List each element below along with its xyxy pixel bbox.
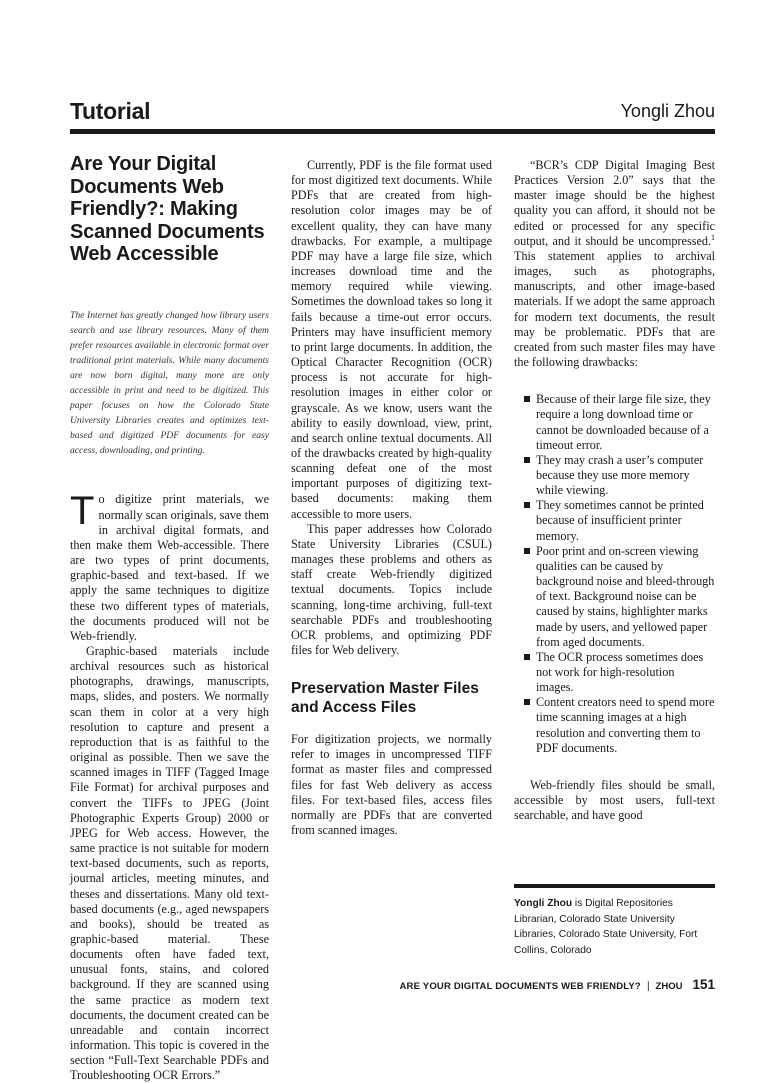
column-2 [291,158,492,838]
column-1 [70,153,269,1084]
paragraph-addresses: This paper addresses how Colorado State University Libraries (CSUL) manages these problems and others as staff create Web-friendly digitized textual documents. Topics include scanning, long-time archiving, full-text searchable PDFs and troubleshooting OCR problems, and optimizing PDF files for Web delivery. [291,521,492,657]
page-footer [70,976,715,994]
list-item [524,498,715,543]
header-rule [70,129,715,134]
paragraph-intro-text: o digitize print materials, we normally scan originals, save them in archival digital formats, and then make them Web-accessible. There are two types of print documents, graphic-based and text-based. If we apply the same techniques to digitize these two different types of materials, the documents produced will not be Web-friendly. [70,492,269,643]
bullet-square-icon [524,699,530,705]
header-author: Yongli Zhou [620,101,715,121]
article-title: Are Your Digital Documents Web Friendly?: Making Scanned Documents Web Accessible [70,153,265,265]
author-bio-box [514,884,715,958]
bullet-square-icon [524,457,530,463]
abstract: The Internet has greatly changed how library users search and use library resources. Many of them prefer resources available in electronic format over traditional print materials. While many documents are now born digital, many more are only accessible in print and need to be digitized. This paper focuses on how the Colorado State University Libraries creates and optimizes text-based and digitized PDF documents for easy access, downloading, and printing. [70,309,269,457]
list-item-text: They may crash a user’s computer because they use more memory while viewing. [536,452,704,498]
page-number: 151 [692,977,715,992]
page-header [70,98,715,128]
footer-author: ZHOU [655,981,683,992]
footer-separator: | [646,981,650,992]
list-item-text: The OCR process sometimes does not work for high-resolution images. [536,649,704,695]
bullet-square-icon [524,654,530,660]
paragraph-graphic-based-text: Graphic-based materials include archival resources such as historical photographs, drawings, manuscripts, maps, slides, and posters. We normally scan them in color at a very high resolution to capture and present a reproduction that is as faithful to the original as possible. Then we save the scanned images in TIFF (Tagged Image File Format) for archival purposes and convert the TIFFs to JPEG (Joint Photographic Experts Group) 2000 or JPEG for Web access. However, the same practice is not suitable for modern text-based documents, such as reports, journal articles, meeting minutes, and theses and dissertations. Many old text-based documents (e.g., aged newspapers and books), should be treated as graphic-based material. These documents often have faded text, unusual fonts, stains, and colored background. If they are scanned using the same practice as modern text documents, the document created can be unreadable and contain incorrect information. This topic is covered in the section “Full-Text Searchable PDFs and Troubleshooting OCR Errors.” [70,644,269,1083]
list-item-text: Poor print and on-screen viewing qualities can be caused by background noise and bleed-through of text. Background noise can be caused by stains, highlighter marks made by users, and yellowed paper from aged documents. [536,543,715,649]
paragraph-bcr [514,158,715,370]
list-item-text: They sometimes cannot be printed because of insufficient printer memory. [536,498,704,543]
author-bio-name: Yongli Zhou [514,898,573,909]
list-item [524,695,715,756]
paragraph-web-friendly: Web-friendly files should be small, accessible by most users, full-text searchable, and have good [514,777,715,823]
section-heading: Preservation Master Files and Access Files [291,680,479,716]
author-bio-text: is Digital Repositories Librarian, Colorado State University Libraries, Colorado State University, Fort Collins, Colorado [514,898,698,956]
list-item [524,544,715,650]
drawbacks-list [514,392,715,756]
running-title: ARE YOUR DIGITAL DOCUMENTS WEB FRIENDLY? [399,981,641,992]
bullet-square-icon [524,396,530,402]
bullet-square-icon [524,548,530,554]
paragraph-intro [70,489,269,644]
list-item [524,453,715,498]
list-item-text: Because of their large file size, they require a long download time or cannot be downloaded because of a timeout error. [536,392,711,452]
paragraph-master-files: For digitization projects, we normally refer to images in uncompressed TIFF format as master files and compressed files for fast Web delivery as access files. For text-based files, access files normally are PDFs that are converted from scanned images. [291,732,492,838]
section-label: Tutorial [70,98,151,124]
column-3 [514,158,715,823]
paragraph-pdf-format: Currently, PDF is the file format used for most digitized text documents. While PDFs that are created from high-resolution color images may be of excellent quality, they can have many drawbacks. For example, a multipage PDF may have a large file size, which increases download time and the memory required while viewing. Sometimes the download takes so long it fails because a time-out error occurs. Printers may have insufficient memory to print large documents. In addition, the Optical Character Recognition (OCR) process is not accurate for high-resolution images in either color or grayscale. As we know, users want the ability to easily download, view, print, and search online textual documents. All of the drawbacks created by high-quality scanning defeat one of the most important purposes of digitizing text-based documents: making them accessible to more users. [291,158,492,521]
author-bio-rule [514,884,715,888]
footnote-marker: 1 [711,232,715,242]
drop-cap: T [70,489,95,534]
list-item [524,392,715,453]
author-bio [514,896,715,958]
bullet-square-icon [524,502,530,508]
list-item-text: Content creators need to spend more time scanning images at a high resolution and converting them to PDF documents. [536,695,715,755]
list-item [524,650,715,695]
paragraph-bcr-text: “BCR’s CDP Digital Imaging Best Practices Version 2.0” says that the master image should be the highest quality you can afford, it should not be edited or processed for any specific output, and it should be uncompressed. [514,158,715,248]
paragraph-graphic-based [70,644,269,1084]
paragraph-bcr-text-cont: This statement applies to archival images, such as photographs, manuscripts, and other image-based materials. If we adopt the same approach for modern text documents, the result may be problematic. PDFs that are created from such master files may have the following drawbacks: [514,248,715,370]
